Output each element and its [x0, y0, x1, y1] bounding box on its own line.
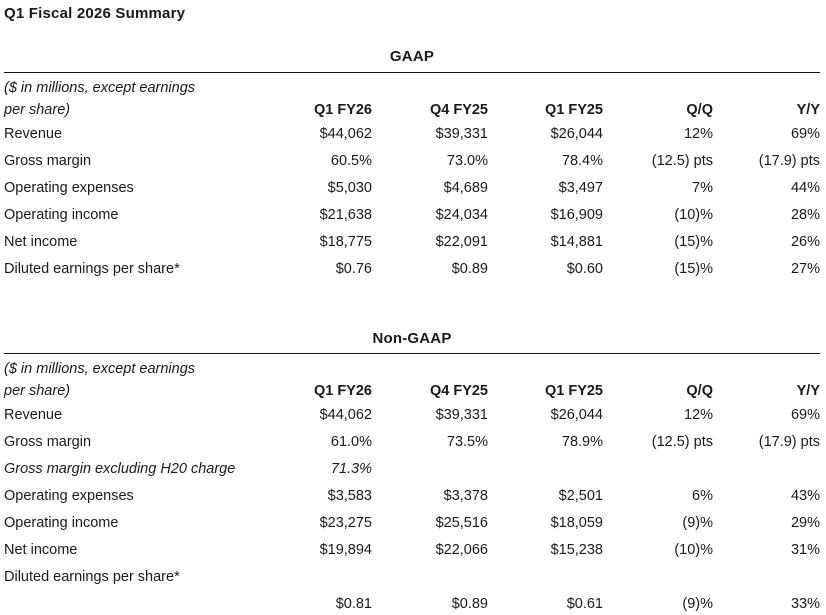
cell-value: 71.3% — [330, 461, 372, 477]
cell-value: 31% — [790, 542, 820, 558]
units-note — [4, 73, 256, 122]
cell-value — [603, 564, 713, 591]
cell-value: $22,066 — [435, 542, 488, 558]
table-row-diluted-eps-values — [4, 591, 820, 615]
cell-value — [372, 564, 488, 591]
cell-value: $3,583 — [327, 488, 372, 504]
cell-value: 44% — [790, 180, 820, 196]
row-label: Operating expenses — [4, 180, 134, 196]
cell-value: $5,030 — [327, 180, 372, 196]
row-label: Gross margin — [4, 153, 92, 169]
cell-value: $0.89 — [451, 261, 488, 277]
cell-value: 60.5% — [330, 153, 372, 169]
cell-value: (12.5) pts — [651, 434, 713, 450]
cell-value: $26,044 — [550, 407, 603, 423]
cell-value — [603, 456, 713, 483]
cell-value: (9)% — [682, 596, 713, 612]
row-label: Operating expenses — [4, 488, 134, 504]
cell-value: $18,059 — [550, 515, 603, 531]
cell-value: $26,044 — [550, 126, 603, 142]
row-label: Diluted earnings per share* — [4, 569, 180, 585]
cell-value: 27% — [790, 261, 820, 277]
units-note-line2: per share) — [4, 383, 71, 399]
table-row-gross-margin — [4, 429, 820, 456]
cell-value: $18,775 — [319, 234, 372, 250]
row-label: Diluted earnings per share* — [4, 261, 180, 277]
gaap-header-row — [4, 73, 820, 122]
cell-value: $16,909 — [550, 207, 603, 223]
cell-value: (12.5) pts — [651, 153, 713, 169]
cell-value — [488, 456, 603, 483]
table-row-gross-margin — [4, 148, 820, 175]
column-header-qq: Q/Q — [686, 102, 713, 118]
cell-value: 26% — [790, 234, 820, 250]
cell-value: $15,238 — [550, 542, 603, 558]
cell-value: $39,331 — [435, 126, 488, 142]
cell-value: $0.89 — [451, 596, 488, 612]
column-header-q1fy26: Q1 FY26 — [313, 383, 372, 399]
cell-value: (15)% — [674, 234, 713, 250]
cell-value: $2,501 — [558, 488, 603, 504]
table-row-net-income — [4, 537, 820, 564]
cell-value: 6% — [692, 488, 713, 504]
cell-value: $21,638 — [319, 207, 372, 223]
units-note-line1: ($ in millions, except earnings — [4, 361, 196, 377]
units-note-line1: ($ in millions, except earnings — [4, 80, 196, 96]
column-header-q4fy25: Q4 FY25 — [429, 102, 488, 118]
section-heading-gaap: GAAP — [389, 48, 435, 65]
cell-value: 73.0% — [446, 153, 488, 169]
section-gaap — [4, 49, 820, 283]
row-label: Operating income — [4, 207, 119, 223]
cell-value: (17.9) pts — [758, 434, 820, 450]
row-label: Revenue — [4, 407, 63, 423]
row-label: Net income — [4, 542, 78, 558]
cell-value: $0.81 — [335, 596, 372, 612]
cell-value: $0.76 — [335, 261, 372, 277]
column-header-yy: Y/Y — [796, 383, 820, 399]
cell-value: $23,275 — [319, 515, 372, 531]
cell-value: 69% — [790, 126, 820, 142]
cell-value: $3,497 — [558, 180, 603, 196]
column-header-q1fy25: Q1 FY25 — [544, 383, 603, 399]
cell-value: $0.61 — [566, 596, 603, 612]
cell-value — [713, 456, 820, 483]
cell-value: $44,062 — [319, 407, 372, 423]
table-row-revenue — [4, 121, 820, 148]
table-row-operating-income — [4, 510, 820, 537]
cell-value: 73.5% — [446, 434, 488, 450]
cell-value: 12% — [683, 126, 713, 142]
column-header-qq: Q/Q — [686, 383, 713, 399]
section-heading-nongaap: Non-GAAP — [372, 330, 452, 347]
cell-value — [372, 456, 488, 483]
table-row-operating-income — [4, 202, 820, 229]
nongaap-header-row — [4, 354, 820, 403]
cell-value: 78.4% — [561, 153, 603, 169]
cell-value: 12% — [683, 407, 713, 423]
cell-value: $14,881 — [550, 234, 603, 250]
cell-value: 61.0% — [330, 434, 372, 450]
cell-value: (10)% — [674, 542, 713, 558]
table-row-operating-expenses — [4, 483, 820, 510]
table-row-diluted-eps — [4, 256, 820, 283]
cell-value: 29% — [790, 515, 820, 531]
column-header-q1fy26: Q1 FY26 — [313, 102, 372, 118]
table-row-revenue — [4, 402, 820, 429]
cell-value: (17.9) pts — [758, 153, 820, 169]
section-nongaap — [4, 331, 820, 615]
cell-value: 78.9% — [561, 434, 603, 450]
units-note — [4, 354, 256, 403]
cell-value: 69% — [790, 407, 820, 423]
nongaap-table — [4, 353, 820, 615]
cell-value: $24,034 — [435, 207, 488, 223]
cell-value: $25,516 — [435, 515, 488, 531]
cell-value: $0.60 — [566, 261, 603, 277]
cell-value: 33% — [790, 596, 820, 612]
table-row-diluted-eps-label — [4, 564, 820, 591]
cell-value — [488, 564, 603, 591]
row-label: Revenue — [4, 126, 63, 142]
cell-value: $3,378 — [443, 488, 488, 504]
cell-value — [713, 564, 820, 591]
cell-value: $4,689 — [443, 180, 488, 196]
units-note-line2: per share) — [4, 102, 71, 118]
page-title: Q1 Fiscal 2026 Summary — [4, 5, 186, 22]
cell-value: (15)% — [674, 261, 713, 277]
cell-value: (10)% — [674, 207, 713, 223]
cell-value: $44,062 — [319, 126, 372, 142]
column-header-yy: Y/Y — [796, 102, 820, 118]
cell-value: $19,894 — [319, 542, 372, 558]
cell-value: $22,091 — [435, 234, 488, 250]
row-label — [4, 591, 256, 615]
row-label: Operating income — [4, 515, 119, 531]
cell-value: (9)% — [682, 515, 713, 531]
cell-value: 43% — [790, 488, 820, 504]
cell-value: 28% — [790, 207, 820, 223]
table-row-net-income — [4, 229, 820, 256]
row-label: Net income — [4, 234, 78, 250]
gaap-table — [4, 72, 820, 283]
row-label: Gross margin excluding H20 charge — [4, 461, 236, 477]
table-row-operating-expenses — [4, 175, 820, 202]
cell-value — [256, 564, 372, 591]
table-row-gross-margin-excl-h20 — [4, 456, 820, 483]
cell-value: 7% — [692, 180, 713, 196]
column-header-q1fy25: Q1 FY25 — [544, 102, 603, 118]
column-header-q4fy25: Q4 FY25 — [429, 383, 488, 399]
cell-value: $39,331 — [435, 407, 488, 423]
row-label: Gross margin — [4, 434, 92, 450]
